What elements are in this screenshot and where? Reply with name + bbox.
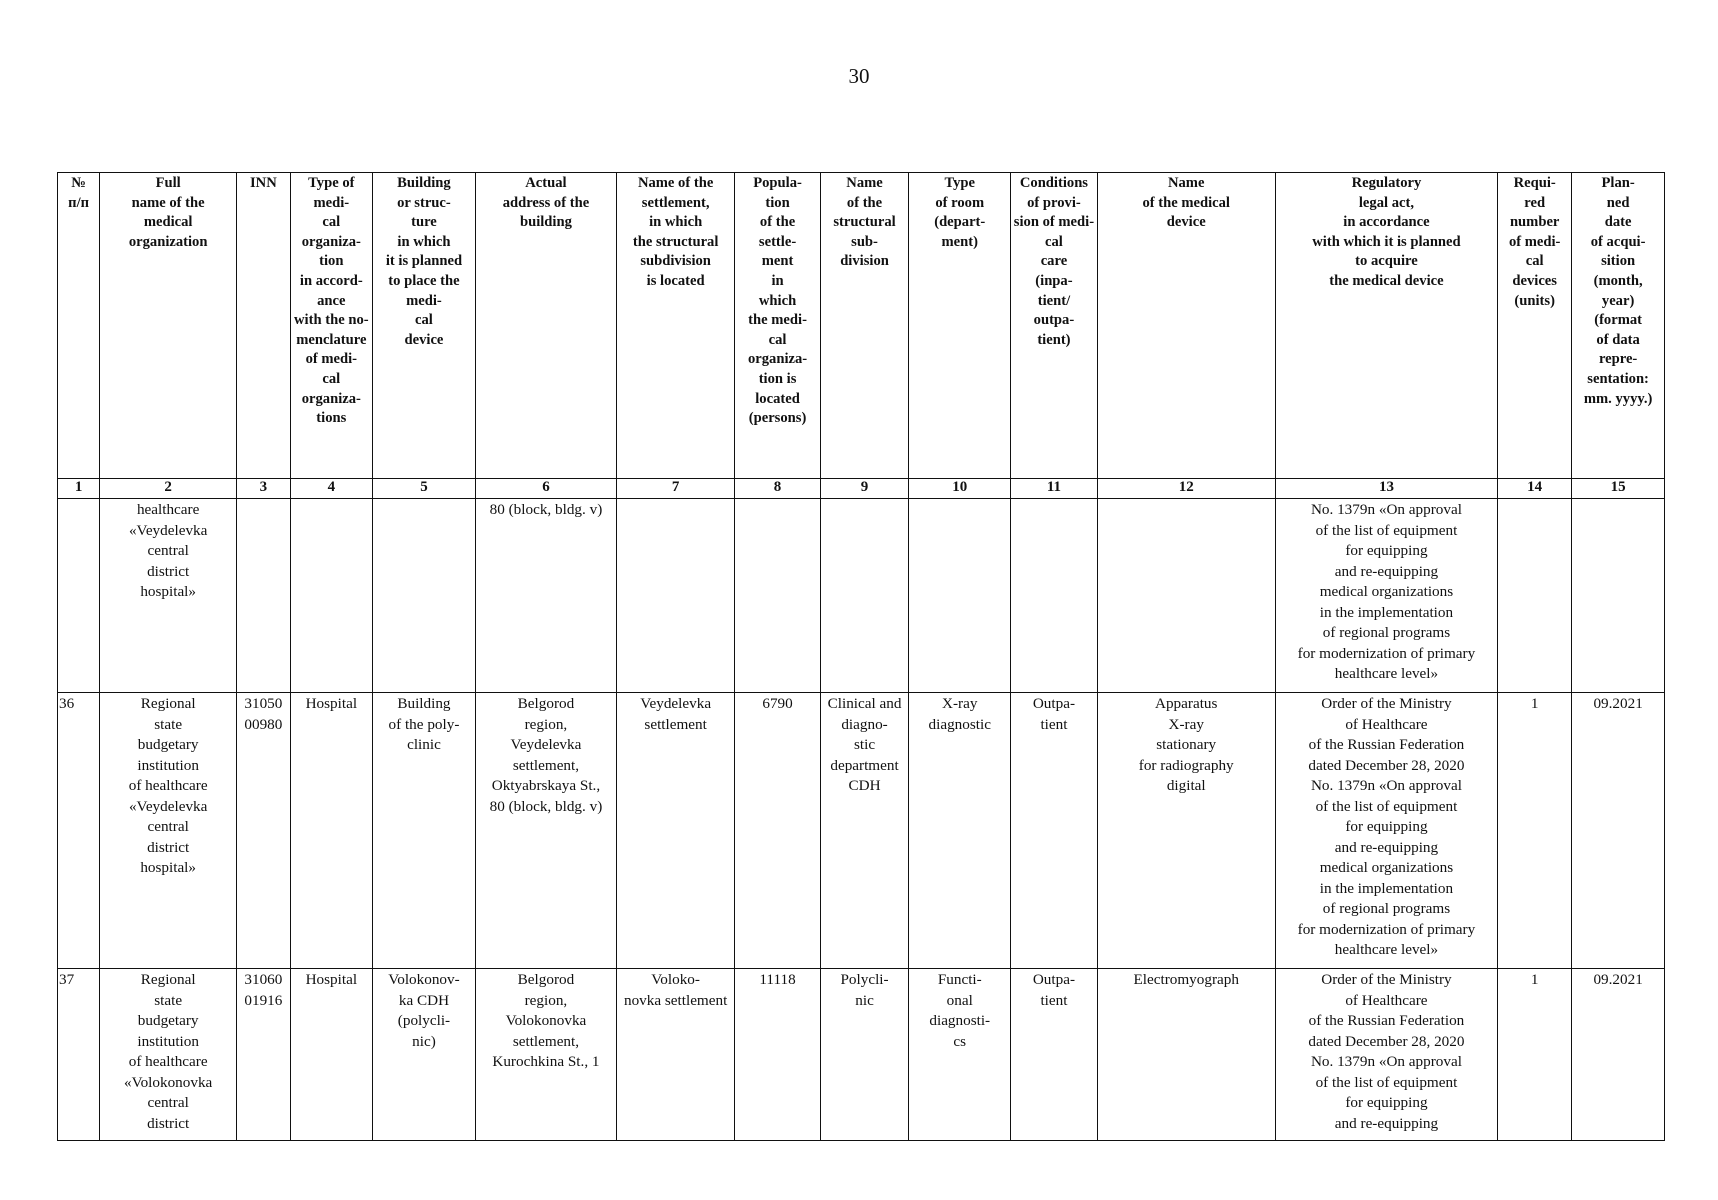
table-row [58, 693, 1665, 969]
settlement-cell: Voloko- novka settlement [616, 969, 734, 1141]
column-number: 10 [909, 479, 1011, 499]
regulatory-act-cell: Order of the Ministry of Healthcare of the Russian Federation dated December 28, 2020 No. 1379n «On approval of the list of equipment for equipping and re-equipping medical organizations in the implementation of regional programs for modernization of primary healthcare level» [1275, 693, 1497, 969]
header-cell: Type of room (depart- ment) [909, 173, 1011, 479]
regulatory-act-cell: No. 1379n «On approval of the list of equipment for equipping and re-equipping medical organizations in the implementation of regional programs for modernization of primary healthcare level» [1275, 499, 1497, 693]
header-cell: Name of the settlement, in which the structural subdivision is located [616, 173, 734, 479]
header-cell: Requi- red number of medi- cal devices (units) [1498, 173, 1572, 479]
population-cell [735, 499, 820, 693]
header-cell: Regulatory legal act, in accordance with which it is planned to acquire the medical device [1275, 173, 1497, 479]
subdivision-cell: Polycli- nic [820, 969, 909, 1141]
header-cell: Popula- tion of the settle- ment in which the medi- cal organiza- tion is located (persons) [735, 173, 820, 479]
organization-type-cell [290, 499, 372, 693]
header-cell: № п/п [58, 173, 100, 479]
header-cell: Building or struc- ture in which it is planned to place the medi- cal device [372, 173, 475, 479]
organization-name-cell: Regional state budgetary institution of healthcare «Veydelevka central district hospital» [100, 693, 237, 969]
column-number: 2 [100, 479, 237, 499]
building-cell: Building of the poly- clinic [372, 693, 475, 969]
equipment-table [57, 172, 1665, 1141]
address-cell: Belgorod region, Veydelevka settlement, Oktyabrskaya St., 80 (block, bldg. v) [475, 693, 616, 969]
quantity-cell: 1 [1498, 969, 1572, 1141]
settlement-cell [616, 499, 734, 693]
device-name-cell: Electromyograph [1097, 969, 1275, 1141]
header-cell: Full name of the medical organization [100, 173, 237, 479]
header-cell: Type of medi- cal organiza- tion in accord- ance with the no- menclature of medi- cal organiza- tions [290, 173, 372, 479]
subdivision-cell: Clinical and diagno- stic department CDH [820, 693, 909, 969]
quantity-cell: 1 [1498, 693, 1572, 969]
organization-name-cell: Regional state budgetary institution of healthcare «Volokonovka central district [100, 969, 237, 1141]
column-number: 11 [1011, 479, 1097, 499]
address-cell: Belgorod region, Volokonovka settlement, Kurochkina St., 1 [475, 969, 616, 1141]
address-cell: 80 (block, bldg. v) [475, 499, 616, 693]
column-number: 3 [237, 479, 291, 499]
header-cell: Name of the medical device [1097, 173, 1275, 479]
column-number: 12 [1097, 479, 1275, 499]
row-number-cell: 37 [58, 969, 100, 1141]
column-number: 7 [616, 479, 734, 499]
inn-cell [237, 499, 291, 693]
settlement-cell: Veydelevka settlement [616, 693, 734, 969]
table-row [58, 499, 1665, 693]
column-number: 1 [58, 479, 100, 499]
header-cell: Actual address of the building [475, 173, 616, 479]
building-cell: Volokonov- ka CDH (polycli- nic) [372, 969, 475, 1141]
population-cell: 11118 [735, 969, 820, 1141]
room-type-cell [909, 499, 1011, 693]
header-cell: Name of the structural sub- division [820, 173, 909, 479]
header-cell: Conditions of provi- sion of medi- cal care (inpa- tient/ outpa- tient) [1011, 173, 1097, 479]
room-type-cell: Functi- onal diagnosti- cs [909, 969, 1011, 1141]
inn-cell: 31060 01916 [237, 969, 291, 1141]
room-type-cell: X-ray diagnostic [909, 693, 1011, 969]
care-conditions-cell [1011, 499, 1097, 693]
inn-cell: 31050 00980 [237, 693, 291, 969]
table-row [58, 969, 1665, 1141]
column-number-row [58, 479, 1665, 499]
care-conditions-cell: Outpa- tient [1011, 693, 1097, 969]
column-number: 15 [1572, 479, 1665, 499]
population-cell: 6790 [735, 693, 820, 969]
planned-date-cell: 09.2021 [1572, 693, 1665, 969]
column-number: 9 [820, 479, 909, 499]
planned-date-cell [1572, 499, 1665, 693]
quantity-cell [1498, 499, 1572, 693]
device-name-cell: Apparatus X-ray stationary for radiography digital [1097, 693, 1275, 969]
device-name-cell [1097, 499, 1275, 693]
header-row [58, 173, 1665, 479]
page-number: 30 [848, 64, 870, 88]
organization-type-cell: Hospital [290, 969, 372, 1141]
header-cell: INN [237, 173, 291, 479]
column-number: 13 [1275, 479, 1497, 499]
regulatory-act-cell: Order of the Ministry of Healthcare of the Russian Federation dated December 28, 2020 No. 1379n «On approval of the list of equipment for equipping and re-equipping [1275, 969, 1497, 1141]
header-cell: Plan- ned date of acqui- sition (month, year) (format of data repre- sentation: mm. yyyy.) [1572, 173, 1665, 479]
organization-type-cell: Hospital [290, 693, 372, 969]
column-number: 8 [735, 479, 820, 499]
building-cell [372, 499, 475, 693]
column-number: 4 [290, 479, 372, 499]
row-number-cell [58, 499, 100, 693]
organization-name-cell: healthcare «Veydelevka central district hospital» [100, 499, 237, 693]
column-number: 14 [1498, 479, 1572, 499]
column-number: 5 [372, 479, 475, 499]
planned-date-cell: 09.2021 [1572, 969, 1665, 1141]
care-conditions-cell: Outpa- tient [1011, 969, 1097, 1141]
row-number-cell: 36 [58, 693, 100, 969]
column-number: 6 [475, 479, 616, 499]
subdivision-cell [820, 499, 909, 693]
